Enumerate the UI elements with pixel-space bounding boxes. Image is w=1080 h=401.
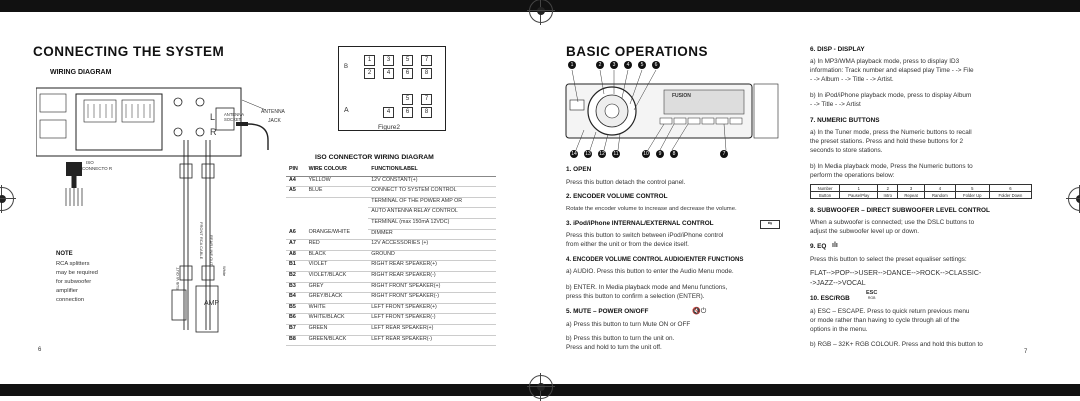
table-cell: 3 [898, 185, 925, 192]
table-row [286, 250, 496, 261]
section-6-text-a-1: a) In MP3/WMA playback mode, press to display ID3 [810, 58, 960, 65]
table-cell: Number [811, 185, 840, 192]
pin-cell: B8 [286, 335, 306, 346]
table-cell: Folder Up [955, 192, 989, 199]
head-unit-illustration [564, 64, 800, 154]
rgb-icon-text: RGB [867, 296, 876, 300]
function-cell: GROUND [368, 250, 496, 261]
iso-pin-box: 6 [402, 107, 413, 118]
function-cell: RIGHT REAR SPEAKER(-) [368, 271, 496, 282]
table-row [286, 197, 496, 208]
wire-colour-cell: GREEN/BLACK [306, 335, 369, 346]
pin-cell: B1 [286, 261, 306, 272]
registration-mark-icon [529, 375, 553, 399]
pin-cell: B4 [286, 293, 306, 304]
section-2-text: Rotate the encoder volume to increase and decrease the volume. [566, 206, 737, 212]
section-2-title: 2. ENCODER VOLUME CONTROL [566, 193, 668, 200]
function-cell: RIGHT REAR SPEAKER(+) [368, 261, 496, 272]
table-row [286, 229, 496, 240]
table-row [286, 271, 496, 282]
section-4-title: 4. ENCODER VOLUME CONTROL AUDIO/ENTER FUNCTIONS [566, 256, 744, 263]
note-line-1: RCA splitters [56, 261, 90, 267]
wire-colour-cell [306, 218, 369, 229]
wire-colour-cell [306, 197, 369, 208]
table-row [811, 185, 1032, 192]
pin-cell: A6 [286, 229, 306, 240]
table-cell: 5 [955, 185, 989, 192]
function-cell: AUTO ANTENNA RELAY CONTROL [368, 208, 496, 219]
pin-cell [286, 197, 306, 208]
table-cell: Button [811, 192, 840, 199]
port-label-b: B [344, 64, 349, 70]
table-header: PIN [286, 166, 306, 176]
registration-mark-icon [529, 0, 553, 23]
iso-pin-box: 1 [364, 55, 375, 66]
callout-number: 14 [571, 151, 577, 157]
eq-icon: ılı [832, 242, 838, 249]
antenna-socket-label-2: SOCKET [224, 117, 242, 122]
pin-cell: B7 [286, 324, 306, 335]
pin-cell: A5 [286, 187, 306, 198]
section-10-title: 10. ESC/RGB [810, 295, 850, 302]
function-cell: DIMMER [368, 229, 496, 240]
section-5-text-b-2: Press and hold to turn the unit off. [566, 344, 662, 351]
table-cell: Repeat [898, 192, 925, 199]
iso-pin-box: 2 [364, 68, 375, 79]
section-5-text-b-1: b) Press this button to turn the unit on. [566, 335, 675, 342]
wire-colour-cell: BLUE [306, 187, 369, 198]
section-9-sequence-2: ->JAZZ-->VOCAL [810, 280, 866, 287]
section-8-title: 8. SUBWOOFER – DIRECT SUBWOOFER LEVEL CONTROL [810, 207, 990, 214]
wire-colour-cell [306, 208, 369, 219]
wire-colour-cell: VIOLET [306, 261, 369, 272]
port-label-l: L [210, 112, 216, 122]
wire-colour-cell: GREY [306, 282, 369, 293]
callout-number: 11 [613, 151, 619, 157]
section-9-title: 9. EQ [810, 243, 827, 250]
function-cell: TERMINAL OF THE POWER AMP OR [368, 197, 496, 208]
front-rca-cable-label: FRONT RCA CABLE [199, 222, 204, 260]
callout-number: 5 [638, 61, 646, 69]
port-label-r: R [210, 127, 217, 137]
callout-number: 3 [610, 61, 618, 69]
section-7-title: 7. NUMERIC BUTTONS [810, 117, 880, 124]
pin-cell: B6 [286, 314, 306, 325]
section-1-text: Press this button detach the control panel. [566, 179, 686, 186]
function-cell: 12V ACCESSORIES (+) [368, 240, 496, 251]
callout-number: 13 [585, 151, 591, 157]
callout-number: 2 [596, 61, 604, 69]
iso-pin-box: 8 [421, 68, 432, 79]
jack-label: JACK [268, 118, 281, 124]
table-cell: 4 [925, 185, 955, 192]
table-row [286, 314, 496, 325]
function-cell: LEFT REAR SPEAKER(+) [368, 324, 496, 335]
section-6-title: 6. DISP - DISPLAY [810, 46, 865, 53]
table-row [286, 208, 496, 219]
section-4-text-b-1: b) ENTER. In Media playback mode and Menu functions, [566, 284, 728, 291]
section-6-text-a-2: information: Track number and elapsed play Time - -> File [810, 67, 974, 74]
pin-cell: B5 [286, 303, 306, 314]
iso-pin-box: 7 [421, 94, 432, 105]
wire-colour-cell: GREEN [306, 324, 369, 335]
section-3-text-2: from either the unit or from the device itself. [566, 241, 689, 248]
note-line-3: for subwoofer [56, 279, 92, 285]
function-cell: LEFT FRONT SPEAKER(+) [368, 303, 496, 314]
page-title-right: BASIC OPERATIONS [566, 44, 709, 59]
registration-mark-icon [0, 187, 14, 211]
section-3-title: 3. iPod/iPhone INTERNAL/EXTERNAL CONTROL [566, 220, 714, 227]
section-10-text-a-2: or mode rather than having to cycle through all of the [810, 317, 960, 324]
rear-line-out-label: REAR LINE OUT [209, 235, 214, 266]
table-cell: 6 [989, 185, 1031, 192]
section-10-text-a-3: options in the menu. [810, 326, 868, 333]
callout-number: 9 [656, 150, 664, 158]
section-9-text: Press this button to select the preset equaliser settings: [810, 256, 967, 263]
table-cell: Random [925, 192, 955, 199]
note-line-4: amplifier [56, 288, 78, 294]
section-6-text-a-3: - -> Album - -> Title - -> Artist. [810, 76, 894, 83]
callout-number: 10 [643, 151, 649, 157]
esc-icon-text: ESC [866, 290, 878, 296]
section-7-text-b-2: perform the operations below: [810, 172, 895, 179]
esc-rgb-icon [866, 290, 877, 300]
section-3-text-1: Press this button to switch between iPod/iPhone control [566, 232, 724, 239]
ipod-switch-icon: ⇆ [760, 220, 780, 229]
table-row [286, 335, 496, 346]
table-cell: 1 [840, 185, 878, 192]
section-6-text-b-2: - -> Title - -> Artist [810, 101, 861, 108]
iso-pin-box: 5 [402, 94, 413, 105]
section-7-text-a-2: the preset stations. Press and hold these buttons for 2 [810, 138, 964, 145]
wire-colour-cell: BLACK [306, 250, 369, 261]
note-line-5: connection [56, 297, 85, 303]
section-7-text-a-1: a) In the Tuner mode, press the Numeric buttons to recall [810, 129, 972, 136]
function-cell: RIGHT FRONT SPEAKER(-) [368, 293, 496, 304]
function-cell: LEFT REAR SPEAKER(-) [368, 335, 496, 346]
callout-number: 8 [670, 150, 678, 158]
sub-w-out-label: SUB W OUT [175, 267, 180, 290]
table-cell: Pause/Play [840, 192, 878, 199]
function-cell: LEFT FRONT SPEAKER(-) [368, 314, 496, 325]
pin-cell: B3 [286, 282, 306, 293]
table-row [286, 324, 496, 335]
pin-cell: B2 [286, 271, 306, 282]
section-8-text-1: When a subwoofer is connected; use the DSLC buttons to [810, 219, 975, 226]
pin-cell: A4 [286, 176, 306, 187]
iso-connector-label-2: CONNECTO R [82, 166, 113, 171]
wire-colour-cell: YELLOW [306, 176, 369, 187]
table-row [286, 282, 496, 293]
table-cell: 2 [878, 185, 898, 192]
pin-cell: A8 [286, 250, 306, 261]
wire-colour-cell: ORANGE/WHITE [306, 229, 369, 240]
callout-number: 6 [652, 61, 660, 69]
wire-colour-cell: VIOLET/BLACK [306, 271, 369, 282]
table-row [286, 240, 496, 251]
section-9-sequence-1: FLAT-->POP-->USER-->DANCE-->ROCK-->CLASSIC- [810, 270, 982, 277]
section-4-text-b-2: press this button to confirm a selection (ENTER). [566, 293, 705, 300]
wire-colour-cell: RED [306, 240, 369, 251]
section-4-text-a: a) AUDIO. Press this button to enter the Audio Menu mode. [566, 268, 734, 275]
section-7-text-a-3: seconds to store stations. [810, 147, 883, 154]
callout-number: 7 [720, 150, 728, 158]
page-number-right: 7 [1024, 349, 1028, 355]
iso-pin-box: 3 [383, 55, 394, 66]
callout-number: 12 [599, 151, 605, 157]
function-cell: TERMINAL (max 150mA 12VDC) [368, 218, 496, 229]
wire-colour-cell: GREY/BLACK [306, 293, 369, 304]
wire-colour-cell: WHITE [306, 303, 369, 314]
iso-pin-box: 8 [421, 107, 432, 118]
table-row [811, 192, 1032, 199]
page-title-left: CONNECTING THE SYSTEM [33, 44, 225, 59]
section-5-text-a: a) Press this button to turn Mute ON or OFF [566, 321, 691, 328]
mute-power-icon: 🔇⏻ [692, 308, 707, 315]
note-line-2: may be required [56, 270, 98, 276]
iso-wiring-table [286, 166, 496, 346]
device-brand: FUSION [672, 93, 691, 99]
table-row [286, 303, 496, 314]
table-row [286, 176, 496, 187]
numeric-buttons-table [810, 184, 1032, 199]
section-6-text-b-1: b) In iPod/iPhone playback mode, press to display Album [810, 92, 972, 99]
section-7-text-b-1: b) In Media playback mode, Press the Numeric buttons to [810, 163, 973, 170]
function-cell: RIGHT FRONT SPEAKER(+) [368, 282, 496, 293]
section-10-text-a-1: a) ESC – ESCAPE. Press to quick return previous menu [810, 308, 970, 315]
iso-pin-box: 7 [421, 55, 432, 66]
wiring-diagram [36, 80, 276, 360]
table-row [286, 261, 496, 272]
registration-mark-icon [1068, 187, 1080, 211]
amp-label: AMP [204, 300, 220, 307]
white-label: White [222, 266, 227, 277]
function-cell: 12V CONSTANT(+) [368, 176, 496, 187]
page-number-left: 6 [38, 347, 42, 353]
table-header: FUNCTION/LABEL [368, 166, 496, 176]
table-row [286, 187, 496, 198]
section-8-text-2: adjust the subwoofer level up or down. [810, 228, 920, 235]
iso-pin-box: 6 [402, 68, 413, 79]
section-1-title: 1. OPEN [566, 166, 592, 173]
iso-table-title: ISO CONNECTOR WIRING DIAGRAM [315, 154, 434, 161]
antenna-socket-label: ANTENNA [224, 112, 245, 117]
iso-connector-label: ISO [86, 160, 94, 165]
table-row [286, 293, 496, 304]
pin-cell: A7 [286, 240, 306, 251]
note-title: NOTE [56, 251, 73, 257]
wiring-diagram-title: WIRING DIAGRAM [50, 69, 112, 76]
section-10-text-b: b) RGB – 32K+ RGB COLOUR. Press and hold this button to [810, 341, 983, 348]
table-header: WIRE COLOUR [306, 166, 369, 176]
port-label-a: A [344, 107, 349, 114]
table-cell: Intro [878, 192, 898, 199]
pin-cell [286, 218, 306, 229]
callout-number: 1 [568, 61, 576, 69]
table-cell: Folder Down [989, 192, 1031, 199]
figure-label: Figure2 [378, 124, 401, 131]
iso-pin-box: 5 [402, 55, 413, 66]
table-header-row [286, 166, 496, 176]
function-cell: CONNECT TO SYSTEM CONTROL [368, 187, 496, 198]
section-5-title: 5. MUTE – POWER ON/OFF [566, 308, 649, 315]
pin-cell [286, 208, 306, 219]
wire-colour-cell: WHITE/BLACK [306, 314, 369, 325]
antenna-label: ANTENNA [261, 109, 285, 115]
table-row [286, 218, 496, 229]
iso-pin-box: 4 [383, 68, 394, 79]
iso-pin-box: 4 [383, 107, 394, 118]
callout-number: 4 [624, 61, 632, 69]
